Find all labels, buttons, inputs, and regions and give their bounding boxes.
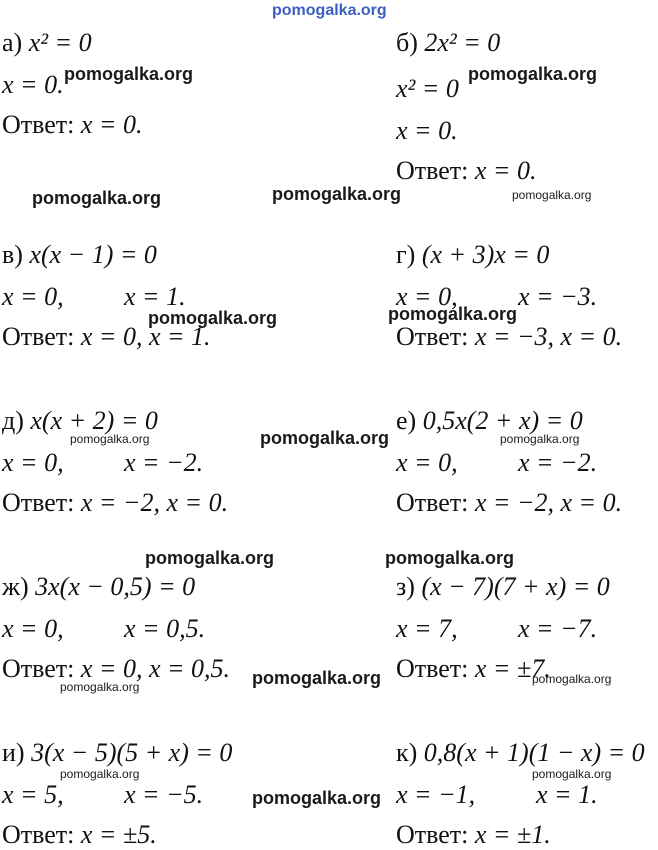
watermark: pomogalka.org — [388, 304, 518, 324]
problem-k-answer-prefix: Ответ: — [396, 820, 469, 849]
problem-k-root-2-text: x = 1. — [536, 780, 598, 809]
problem-d-answer-value: x = −2, x = 0. — [80, 488, 229, 517]
problem-zh-root-1 — [2, 614, 64, 644]
problem-k-root-1 — [396, 780, 475, 810]
problem-i-root-1-text: x = 5, — [2, 780, 64, 809]
watermark: pomogalka.org — [64, 64, 194, 84]
problem-d-label: д) — [2, 406, 24, 435]
problem-d-answer-prefix: Ответ: — [2, 488, 75, 517]
problem-i-answer-prefix: Ответ: — [2, 820, 75, 849]
problem-z-root-1-text: x = 7, — [396, 614, 458, 643]
problem-a-root — [2, 70, 64, 100]
problem-g-answer — [396, 322, 622, 352]
watermark: pomogalka.org — [260, 428, 390, 448]
problem-v-root-2-text: x = 1. — [124, 282, 186, 311]
problem-a-root-text: x = 0. — [2, 70, 64, 99]
problem-zh-label: ж) — [2, 572, 29, 601]
problem-zh-root-2 — [124, 614, 205, 644]
problem-g-answer-prefix: Ответ: — [396, 322, 469, 351]
watermark: pomogalka.org — [500, 432, 580, 446]
problem-b-step-text: x² = 0 — [396, 74, 459, 103]
problem-z-answer-value: x = ±7. — [474, 654, 551, 683]
problem-i-answer — [2, 820, 157, 850]
problem-b-answer-prefix: Ответ: — [396, 156, 469, 185]
problem-i-equation — [2, 738, 232, 768]
problem-zh-eq: 3x(x − 0,5) = 0 — [35, 572, 196, 601]
problem-b-root-text: x = 0. — [396, 116, 458, 145]
problem-k-root-1-text: x = −1, — [396, 780, 476, 809]
problem-z-eq: (x − 7)(7 + x) = 0 — [421, 572, 610, 601]
problem-zh-root-1-text: x = 0, — [2, 614, 64, 643]
problem-d-answer — [2, 488, 228, 518]
problem-e-root-1 — [396, 448, 458, 478]
problem-i-root-1 — [2, 780, 64, 810]
problem-z-answer — [396, 654, 551, 684]
problem-v-answer-value: x = 0, x = 1. — [80, 322, 211, 351]
watermark: pomogalka.org — [60, 680, 140, 694]
watermark-top: pomogalka.org — [272, 2, 387, 19]
problem-d-root-2 — [124, 448, 203, 478]
problem-v-root-1 — [2, 282, 64, 312]
problem-b-step — [396, 74, 459, 104]
problem-v-answer-prefix: Ответ: — [2, 322, 75, 351]
problem-b-answer — [396, 156, 536, 186]
watermark: pomogalka.org — [145, 548, 275, 568]
watermark: pomogalka.org — [70, 432, 150, 446]
problem-k-label: к) — [396, 738, 418, 767]
problem-i-answer-value: x = ±5. — [80, 820, 157, 849]
problem-i-root-2-text: x = −5. — [124, 780, 204, 809]
watermark: pomogalka.org — [60, 767, 140, 781]
problem-d-root-1 — [2, 448, 64, 478]
problem-z-root-2 — [518, 614, 597, 644]
problem-b-label: б) — [396, 28, 418, 57]
problem-z-label: з) — [396, 572, 415, 601]
watermark: pomogalka.org — [385, 548, 515, 568]
problem-i-eq: 3(x − 5)(5 + x) = 0 — [31, 738, 233, 767]
problem-g-eq: (x + 3)x = 0 — [421, 240, 550, 269]
problem-a-label: а) — [2, 28, 23, 57]
problem-a-equation — [2, 28, 92, 58]
problem-i-label: и) — [2, 738, 25, 767]
problem-v-equation — [2, 240, 157, 270]
problem-b-equation — [396, 28, 500, 58]
problem-z-equation — [396, 572, 610, 602]
problem-k-eq: 0,8(x + 1)(1 − x) = 0 — [423, 738, 645, 767]
watermark: pomogalka.org — [252, 668, 382, 688]
problem-d-eq: x(x + 2) = 0 — [30, 406, 158, 435]
watermark: pomogalka.org — [252, 788, 382, 808]
watermark: pomogalka.org — [512, 188, 592, 202]
problem-e-label: е) — [396, 406, 417, 435]
problem-a-answer — [2, 110, 142, 140]
problem-k-answer-value: x = ±1. — [474, 820, 551, 849]
problem-e-root-2 — [518, 448, 597, 478]
problem-e-root-2-text: x = −2. — [518, 448, 598, 477]
problem-b-root — [396, 116, 458, 146]
watermark: pomogalka.org — [148, 308, 278, 328]
problem-k-equation — [396, 738, 645, 768]
problem-zh-root-2-text: x = 0,5. — [124, 614, 206, 643]
problem-k-root-2 — [536, 780, 598, 810]
problem-g-root-1-text: x = 0, — [396, 282, 458, 311]
problem-v-eq: x(x − 1) = 0 — [29, 240, 157, 269]
watermark: pomogalka.org — [532, 767, 612, 781]
problem-a-answer-value: x = 0. — [80, 110, 143, 139]
problem-e-answer-value: x = −2, x = 0. — [474, 488, 623, 517]
problem-z-root-1 — [396, 614, 458, 644]
problem-e-answer-prefix: Ответ: — [396, 488, 469, 517]
watermark: pomogalka.org — [272, 184, 402, 204]
problem-z-answer-prefix: Ответ: — [396, 654, 469, 683]
problem-e-eq: 0,5x(2 + x) = 0 — [422, 406, 583, 435]
problem-z-root-2-text: x = −7. — [518, 614, 598, 643]
problem-g-label: г) — [396, 240, 416, 269]
problem-i-root-2 — [124, 780, 203, 810]
problem-e-root-1-text: x = 0, — [396, 448, 458, 477]
problem-a-eq: x² = 0 — [28, 28, 92, 57]
problem-k-answer — [396, 820, 551, 850]
watermark: pomogalka.org — [532, 672, 612, 686]
watermark: pomogalka.org — [32, 188, 162, 208]
problem-g-answer-value: x = −3, x = 0. — [474, 322, 623, 351]
problem-zh-equation — [2, 572, 195, 602]
problem-b-eq: 2x² = 0 — [424, 28, 501, 57]
problem-g-equation — [396, 240, 549, 270]
problem-b-answer-value: x = 0. — [474, 156, 537, 185]
problem-zh-answer-value: x = 0, x = 0,5. — [80, 654, 231, 683]
problem-v-label: в) — [2, 240, 23, 269]
problem-d-root-1-text: x = 0, — [2, 448, 64, 477]
problem-g-root-2 — [518, 282, 597, 312]
problem-e-answer — [396, 488, 622, 518]
problem-v-root-1-text: x = 0, — [2, 282, 64, 311]
problem-d-root-2-text: x = −2. — [124, 448, 204, 477]
problem-g-root-2-text: x = −3. — [518, 282, 598, 311]
problem-zh-answer-prefix: Ответ: — [2, 654, 75, 683]
problem-a-answer-prefix: Ответ: — [2, 110, 75, 139]
watermark: pomogalka.org — [468, 64, 598, 84]
